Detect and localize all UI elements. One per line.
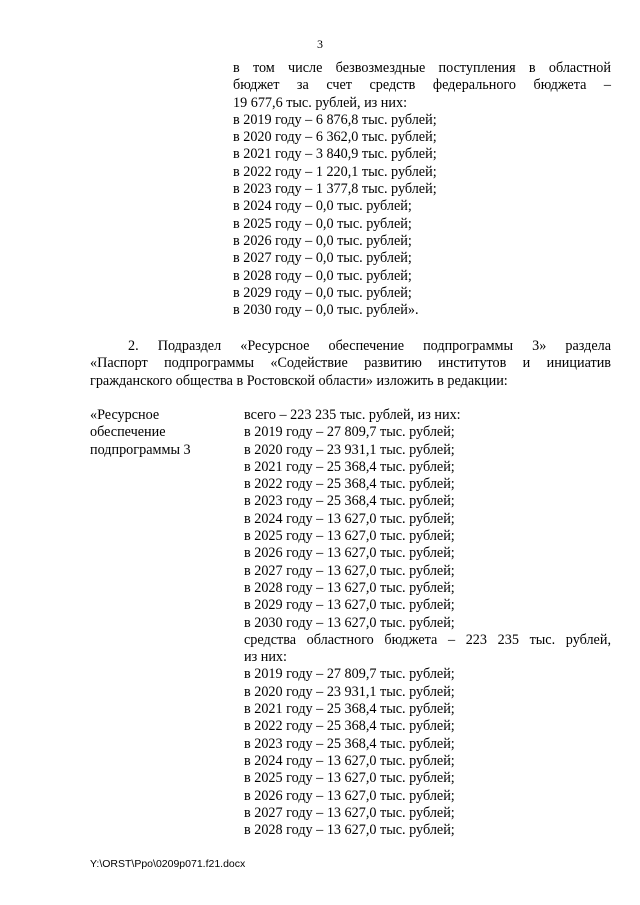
regional-line: средства областного бюджета – 223 235 тыс. рублей, <box>244 631 611 648</box>
page-number: 3 <box>317 37 323 51</box>
total-year-line: в 2027 году – 13 627,0 тыс. рублей; <box>244 562 455 579</box>
total-year-line: в 2023 году – 25 368,4 тыс. рублей; <box>244 493 455 510</box>
regional-year-line: в 2019 году – 27 809,7 тыс. рублей; <box>244 666 455 683</box>
regional-year-line: в 2020 году – 23 931,1 тыс. рублей; <box>244 683 455 700</box>
total-year-line: в 2021 году – 25 368,4 тыс. рублей; <box>244 458 455 475</box>
total-year-line: в 2024 году – 13 627,0 тыс. рублей; <box>244 510 455 527</box>
total-year-line: в 2028 году – 13 627,0 тыс. рублей; <box>244 579 455 596</box>
label-line: «Ресурсное <box>90 407 160 423</box>
regional-year-line: в 2026 году – 13 627,0 тыс. рублей; <box>244 787 455 804</box>
total-year-line: в 2026 году – 13 627,0 тыс. рублей; <box>244 545 455 562</box>
federal-line: в 2028 году – 0,0 тыс. рублей; <box>233 267 412 284</box>
federal-line: в 2023 году – 1 377,8 тыс. рублей; <box>233 181 437 198</box>
resource-values-column <box>244 407 611 839</box>
total-line: всего – 223 235 тыс. рублей, из них: <box>244 407 461 423</box>
federal-line: в 2022 году – 1 220,1 тыс. рублей; <box>233 163 437 180</box>
regional-year-line: в 2027 году – 13 627,0 тыс. рублей; <box>244 804 455 821</box>
federal-line: в 2024 году – 0,0 тыс. рублей; <box>233 198 412 215</box>
label-line: подпрограммы 3 <box>90 441 191 458</box>
federal-line: в 2026 году – 0,0 тыс. рублей; <box>233 232 412 249</box>
total-year-line: в 2025 году – 13 627,0 тыс. рублей; <box>244 528 455 545</box>
intro-line: бюджет за счет средств федерального бюджета – <box>233 77 611 94</box>
total-year-line: в 2020 году – 23 931,1 тыс. рублей; <box>244 441 455 458</box>
paragraph-line: «Паспорт подпрограммы «Содействие развитию институтов и инициатив <box>90 355 611 372</box>
federal-line: в 2019 году – 6 876,8 тыс. рублей; <box>233 111 437 128</box>
regional-year-line: в 2024 году – 13 627,0 тыс. рублей; <box>244 752 455 769</box>
federal-line: 19 677,6 тыс. рублей, из них: <box>233 94 408 111</box>
funding-federal-block <box>233 60 611 319</box>
total-year-line: в 2022 году – 25 368,4 тыс. рублей; <box>244 476 455 493</box>
regional-year-line: в 2028 году – 13 627,0 тыс. рублей; <box>244 822 455 839</box>
intro-line: в том числе безвозмездные поступления в областной <box>233 60 611 76</box>
federal-line: в 2030 году – 0,0 тыс. рублей». <box>233 302 419 319</box>
regional-year-line: в 2025 году – 13 627,0 тыс. рублей; <box>244 770 455 787</box>
total-year-line: в 2029 году – 13 627,0 тыс. рублей; <box>244 597 455 614</box>
label-line: обеспечение <box>90 424 166 441</box>
regional-year-line: в 2021 году – 25 368,4 тыс. рублей; <box>244 701 455 718</box>
total-year-line: в 2030 году – 13 627,0 тыс. рублей; <box>244 614 455 631</box>
federal-line: в 2025 году – 0,0 тыс. рублей; <box>233 215 412 232</box>
federal-line: в 2020 году – 6 362,0 тыс. рублей; <box>233 129 437 146</box>
section-paragraph <box>90 338 611 390</box>
regional-year-line: в 2023 году – 25 368,4 тыс. рублей; <box>244 735 455 752</box>
resource-label-column <box>90 407 220 459</box>
regional-year-line: в 2022 году – 25 368,4 тыс. рублей; <box>244 718 455 735</box>
federal-line: в 2027 году – 0,0 тыс. рублей; <box>233 250 412 267</box>
paragraph-line: 2. Подраздел «Ресурсное обеспечение подпрограммы 3» раздела <box>128 338 611 354</box>
paragraph-line: гражданского общества в Ростовской области» изложить в редакции: <box>90 372 508 389</box>
regional-line: из них: <box>244 649 287 666</box>
total-year-line: в 2019 году – 27 809,7 тыс. рублей; <box>244 424 455 441</box>
footer-file-path: Y:\ORST\Ppo\0209p071.f21.docx <box>90 858 246 870</box>
federal-line: в 2029 году – 0,0 тыс. рублей; <box>233 284 412 301</box>
federal-line: в 2021 году – 3 840,9 тыс. рублей; <box>233 146 437 163</box>
